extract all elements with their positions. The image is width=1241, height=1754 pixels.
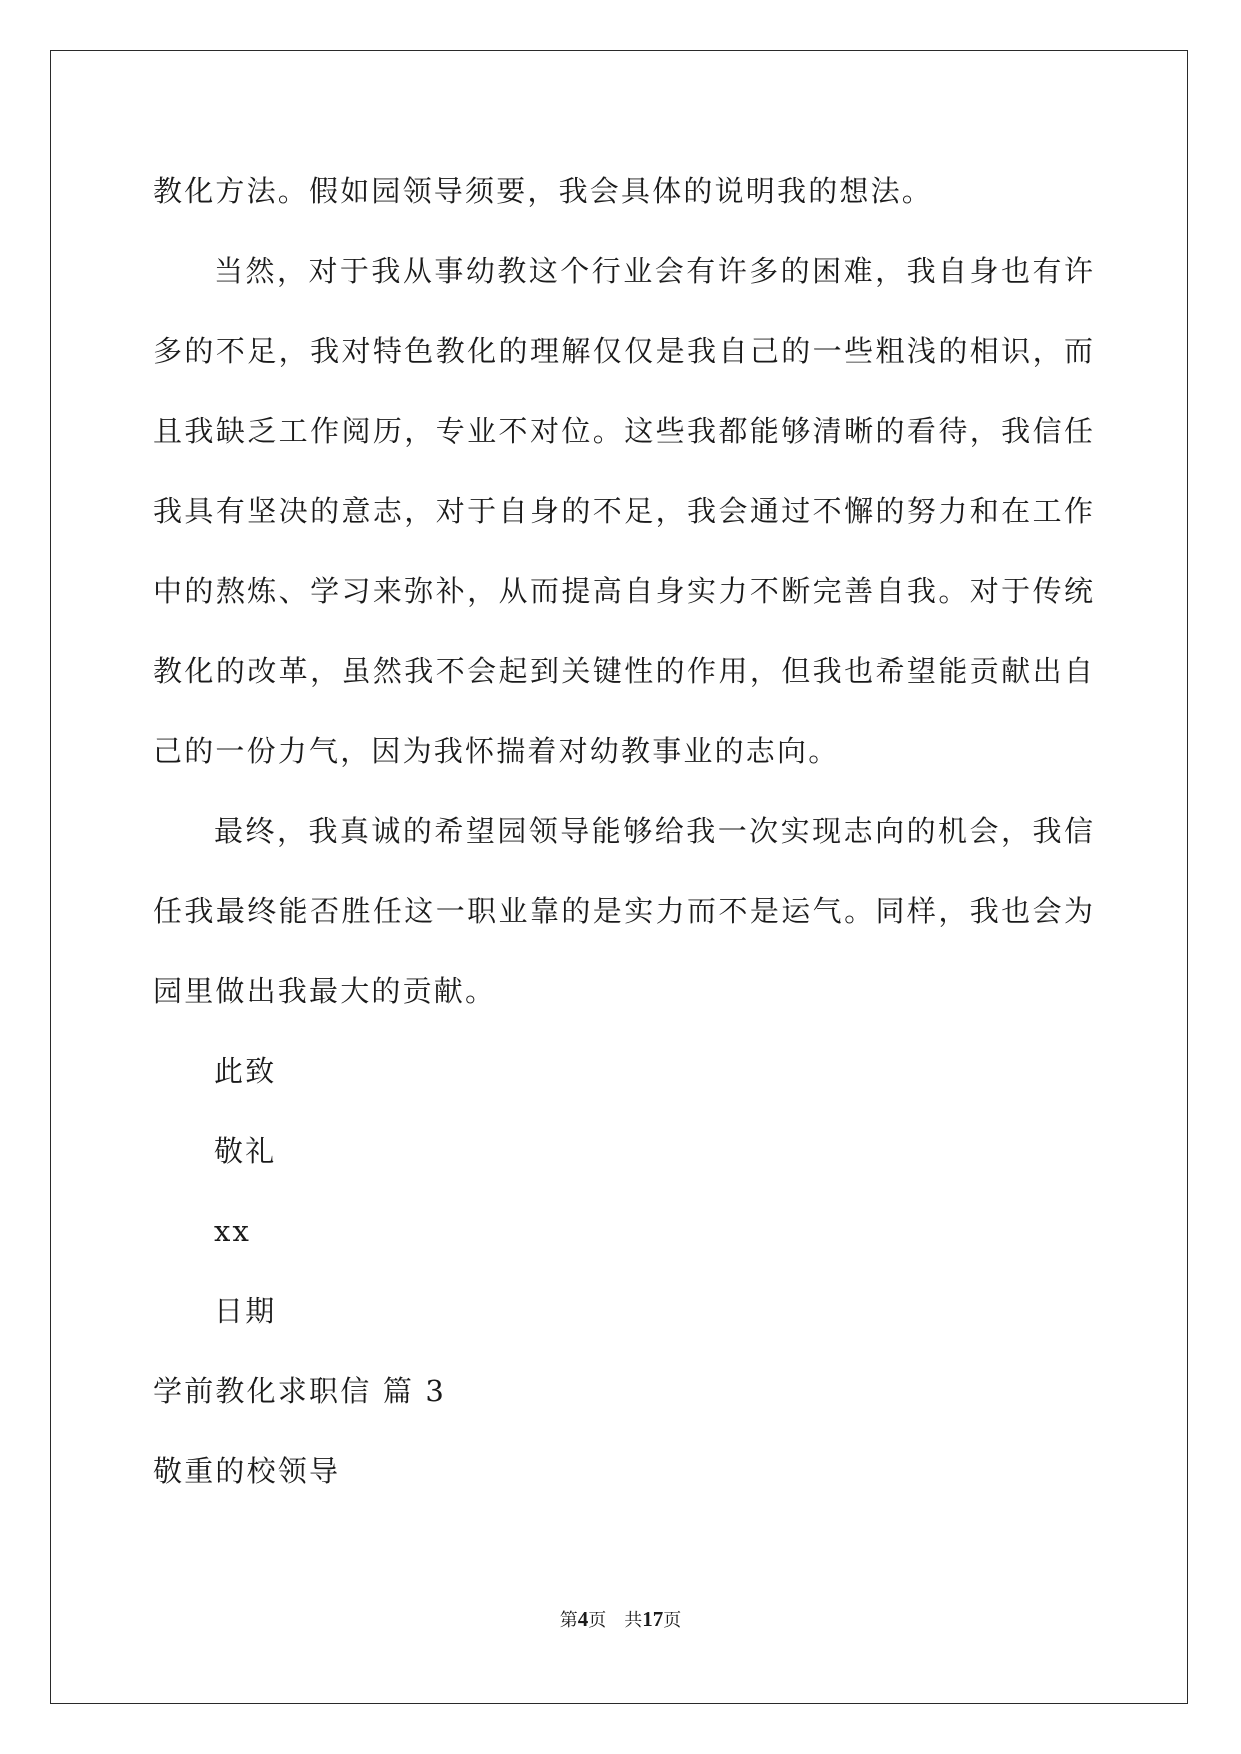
signature-date: 日期 (214, 1294, 277, 1328)
text-line: 园里做出我最大的贡献。 (153, 974, 497, 1008)
text-line: 教化方法。假如园领导须要，我会具体的说明我的想法。 (153, 174, 934, 208)
section-heading: 学前教化求职信 篇 3 (153, 1374, 447, 1408)
signature-name: xx (214, 1214, 252, 1248)
footer-middle: 页 共 (588, 1610, 643, 1631)
footer-prefix: 第 (559, 1610, 578, 1631)
text-line: 且我缺乏工作阅历，专业不对位。这些我都能够清晰的看待，我信任 (153, 414, 1093, 448)
closing-salutation: 此致 (214, 1054, 277, 1088)
footer-suffix: 页 (663, 1610, 682, 1631)
text-line: 当然，对于我从事幼教这个行业会有许多的困难，我自身也有许 (214, 254, 1093, 288)
text-line: 中的熬炼、学习来弥补，从而提高自身实力不断完善自我。对于传统 (153, 574, 1093, 608)
text-line: 教化的改革，虽然我不会起到关键性的作用，但我也希望能贡献出自 (153, 654, 1093, 688)
page-footer (0, 1606, 1241, 1632)
letter-greeting: 敬重的校领导 (153, 1454, 341, 1488)
text-line: 任我最终能否胜任这一职业靠的是实力而不是运气。同样，我也会为 (153, 894, 1093, 928)
text-line: 己的一份力气，因为我怀揣着对幼教事业的志向。 (153, 734, 840, 768)
closing-regards: 敬礼 (214, 1134, 277, 1168)
footer-total-pages: 17 (642, 1607, 664, 1631)
text-line: 我具有坚决的意志，对于自身的不足，我会通过不懈的努力和在工作 (153, 494, 1093, 528)
text-line: 最终，我真诚的希望园领导能够给我一次实现志向的机会，我信 (214, 814, 1093, 848)
text-line: 多的不足，我对特色教化的理解仅仅是我自己的一些粗浅的相识，而 (153, 334, 1093, 368)
footer-page-number: 4 (577, 1607, 589, 1631)
